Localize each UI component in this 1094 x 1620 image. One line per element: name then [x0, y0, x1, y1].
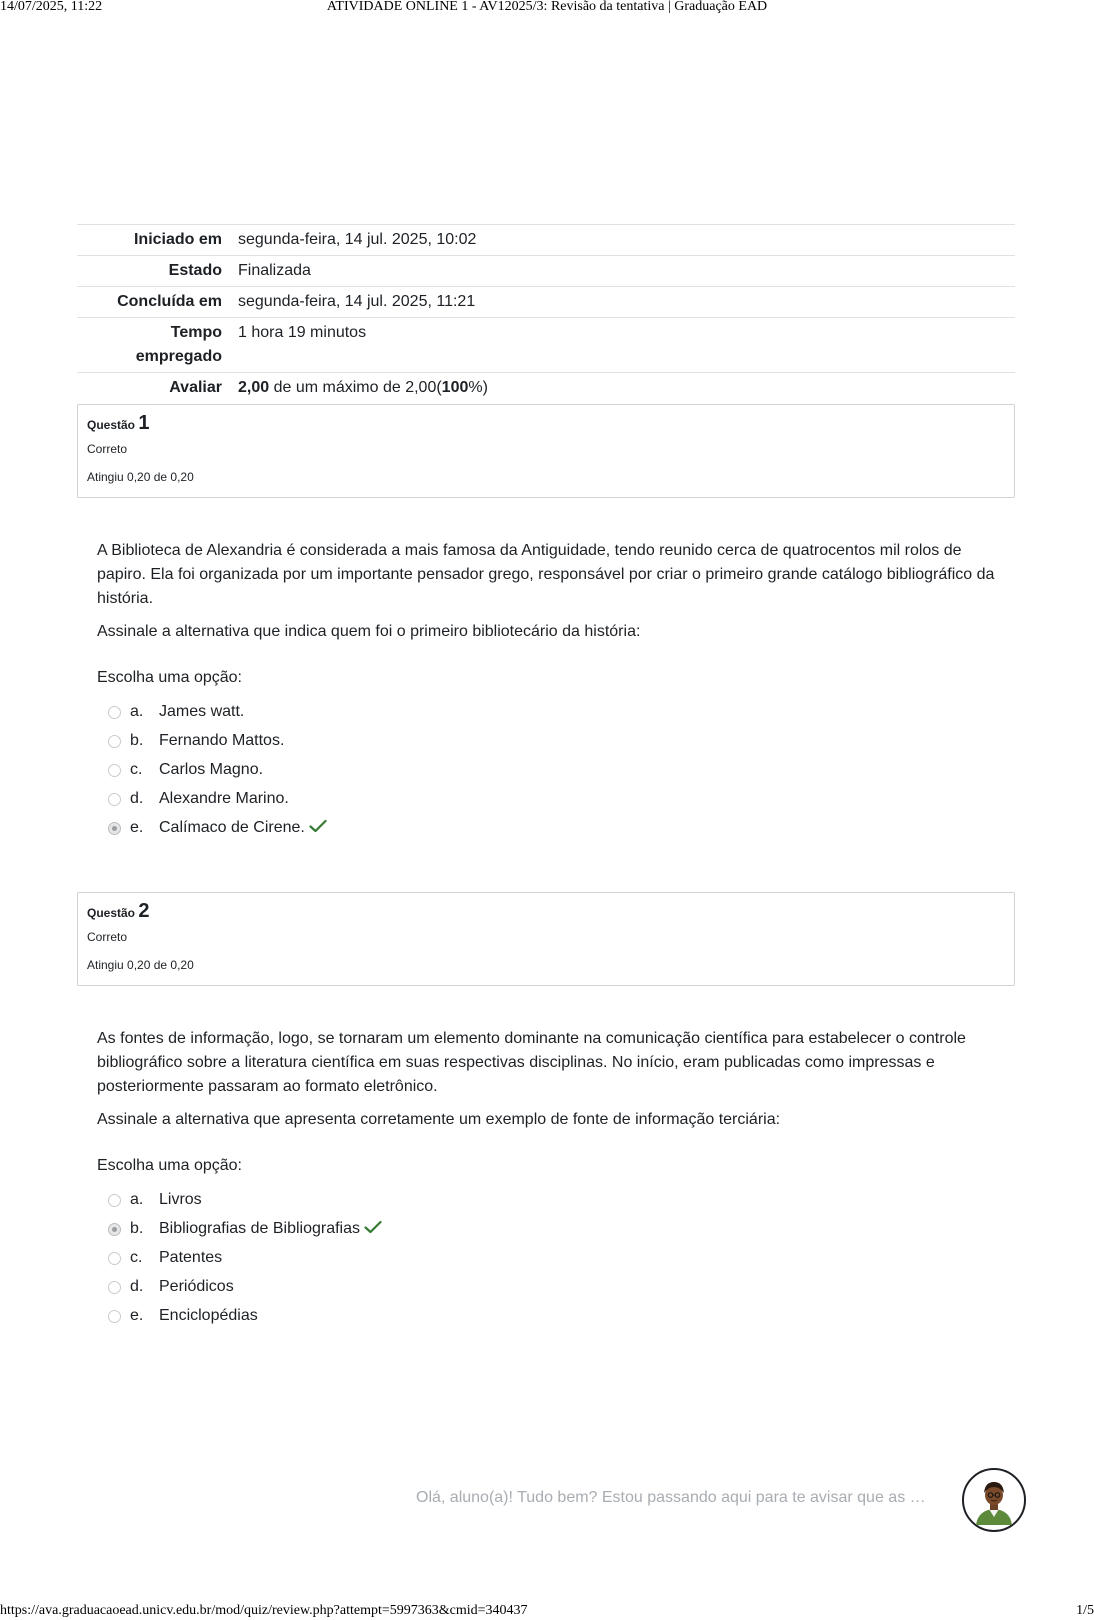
answer-text: Patentes [159, 1249, 223, 1266]
answer-letter: e. [130, 1307, 144, 1324]
grade-middle: de um máximo de 2,00( [269, 379, 442, 396]
print-header [0, 0, 1094, 16]
summary-value: Finalizada [238, 262, 311, 279]
answer-text-wrap [159, 816, 327, 840]
radio-button[interactable] [108, 1194, 121, 1207]
question-grade: Atingiu 0,20 de 0,20 [87, 470, 194, 484]
answer-letter: d. [130, 790, 144, 807]
answer-text: Alexandre Marino. [159, 790, 289, 807]
question-info-1 [77, 404, 1015, 498]
grade-score: 2,00 [238, 379, 270, 396]
answer-text: Periódicos [159, 1278, 234, 1295]
radio-button[interactable] [108, 764, 121, 777]
chat-message-preview[interactable]: Olá, aluno(a)! Tudo bem? Estou passando aqui para te avisar que as … [416, 1489, 926, 1506]
summary-row-state [77, 256, 1015, 287]
print-footer [0, 1603, 1094, 1620]
question-number-value: 2 [138, 900, 150, 922]
question-content-1 [97, 539, 997, 845]
assistant-avatar-icon [967, 1473, 1021, 1527]
answer-list [97, 1188, 997, 1333]
answer-option-selected[interactable] [97, 1217, 997, 1246]
answer-text: Livros [159, 1191, 202, 1208]
answer-letter: b. [130, 1220, 144, 1237]
question-prompt: Assinale a alternativa que apresenta corretamente um exemplo de fonte de informação terciária: [97, 1111, 781, 1128]
answer-list [97, 700, 997, 845]
grade-percent: 100 [441, 379, 469, 396]
print-datetime: 14/07/2025, 11:22 [0, 0, 103, 14]
summary-label: Estado [168, 262, 222, 279]
answer-option[interactable] [97, 1246, 997, 1275]
summary-value: segunda-feira, 14 jul. 2025, 10:02 [238, 231, 477, 248]
answer-letter: b. [130, 732, 144, 749]
answer-letter: d. [130, 1278, 144, 1295]
answer-option[interactable] [97, 758, 997, 787]
radio-button[interactable] [108, 1310, 121, 1323]
question-number [87, 413, 1005, 435]
summary-row-time [77, 318, 1015, 373]
summary-label-line: empregado [135, 348, 222, 365]
summary-label: Concluída em [117, 293, 222, 310]
check-icon [364, 1220, 382, 1234]
question-prompt: Assinale a alternativa que indica quem foi o primeiro bibliotecário da história: [97, 623, 641, 640]
radio-button-checked[interactable] [108, 1223, 121, 1236]
question-info-2 [77, 892, 1015, 986]
answer-text: Bibliografias de Bibliografias [159, 1220, 360, 1237]
print-url: https://ava.graduacaoead.unicv.edu.br/mod/quiz/review.php?attempt=5997363&cmid=340437 [0, 1603, 528, 1618]
grade-end: %) [468, 379, 488, 396]
summary-row-grade [77, 373, 1015, 404]
summary-label: Avaliar [169, 379, 222, 396]
answer-letter: a. [130, 703, 144, 720]
question-number [87, 901, 1005, 923]
print-page-number: 1/5 [1076, 1603, 1094, 1618]
chat-assistant-avatar[interactable] [962, 1468, 1026, 1532]
answer-letter: c. [130, 1249, 143, 1266]
answer-option[interactable] [97, 700, 997, 729]
summary-value: 1 hora 19 minutos [238, 324, 367, 341]
answer-text: Enciclopédias [159, 1307, 258, 1324]
radio-button[interactable] [108, 706, 121, 719]
answer-letter: a. [130, 1191, 144, 1208]
print-page-title: ATIVIDADE ONLINE 1 - AV12025/3: Revisão da tentativa | Graduação EAD [326, 0, 768, 14]
question-number-value: 1 [138, 412, 150, 434]
summary-row-started [77, 225, 1015, 256]
answer-text: Carlos Magno. [159, 761, 264, 778]
radio-button[interactable] [108, 1281, 121, 1294]
choose-option-label: Escolha uma opção: [97, 1157, 242, 1174]
answer-option[interactable] [97, 1188, 997, 1217]
answer-option[interactable] [97, 729, 997, 758]
answer-text: James watt. [159, 703, 245, 720]
question-label: Questão [87, 906, 136, 920]
question-state: Correto [87, 442, 128, 456]
check-icon [309, 819, 327, 833]
answer-text: Calímaco de Cirene. [159, 819, 305, 836]
radio-button-checked[interactable] [108, 822, 121, 835]
radio-button[interactable] [108, 1252, 121, 1265]
radio-button[interactable] [108, 793, 121, 806]
answer-option[interactable] [97, 1275, 997, 1304]
answer-letter: c. [130, 761, 143, 778]
question-text: A Biblioteca de Alexandria é considerada a mais famosa da Antiguidade, tendo reunido cerca de quatrocentos mil rolos de papiro. Ela foi organizada por um importante pensador grego, responsável por criar o primeiro grande catálogo bibliográfico da história. [97, 542, 995, 607]
answer-option-selected[interactable] [97, 816, 997, 845]
choose-option-label: Escolha uma opção: [97, 669, 242, 686]
attempt-summary-table [77, 224, 1015, 403]
answer-option[interactable] [97, 1304, 997, 1333]
question-grade: Atingiu 0,20 de 0,20 [87, 958, 194, 972]
question-text: As fontes de informação, logo, se tornaram um elemento dominante na comunicação científica para estabelecer o controle bibliográfico sobre a literatura científica em suas respectivas disciplinas. No início, eram publicadas como impressas e posteriormente passaram ao formato eletrônico. [97, 1030, 966, 1095]
summary-label-line: Tempo [170, 324, 222, 341]
question-content-2 [97, 1027, 997, 1333]
answer-option[interactable] [97, 787, 997, 816]
summary-value: segunda-feira, 14 jul. 2025, 11:21 [238, 293, 476, 310]
summary-label [77, 318, 238, 373]
radio-button[interactable] [108, 735, 121, 748]
summary-value [238, 373, 1015, 404]
answer-text-wrap [159, 1217, 382, 1241]
summary-row-completed [77, 287, 1015, 318]
question-state: Correto [87, 930, 128, 944]
question-label: Questão [87, 418, 136, 432]
answer-text: Fernando Mattos. [159, 732, 285, 749]
answer-letter: e. [130, 819, 144, 836]
summary-label: Iniciado em [133, 231, 222, 248]
